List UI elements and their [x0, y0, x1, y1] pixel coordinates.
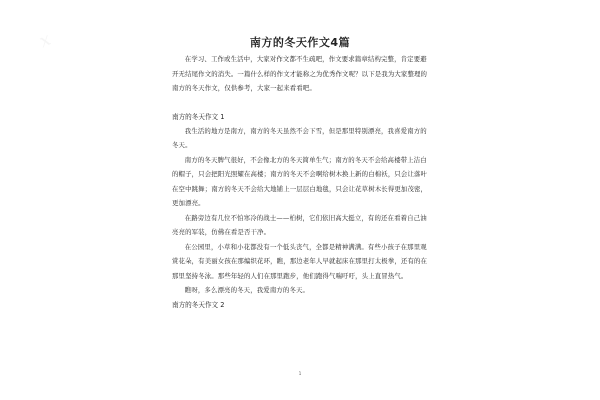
- body-paragraph: 在公园里，小草和小花都没有一个低头丧气，全都是精神满满。有些小孩子在那里观赏花朵，有美丽女孩在那编织花环，瞧，那边老年人早就起床在那里打太极拳，还有的在那里坚持冬泳。那些年轻的人们在那里跑步，他们跑得气喘吁吁，头上直冒热气。: [172, 242, 428, 280]
- intro-paragraph: 在学习、工作或生活中，大家对作文都不生疏吧，作文要求篇章结构完整，肯定要避开无结尾作文的消失。一篇什么样的作文才能称之为优秀作文呢？以下是我为大家整理的南方的冬天作文，仅供参考，大家一起来看看吧。: [172, 55, 428, 92]
- watermark-mark: ⅹ: [36, 28, 55, 53]
- page-number: 1: [298, 371, 302, 376]
- spacer: [172, 96, 428, 110]
- body-paragraph: 南方的冬天脾气很好，不会像北方的冬天简单生气；南方的冬天不会给高楼带上洁白的帽子，只会把阳光照耀在高楼；南方的冬天不会啊给树木换上新的白棉袄，只会让落叶在空中跳舞；南方的冬天不会给大地铺上一层层白地毯，只会让花草树木长得更加茂密，更加漂亮。: [172, 155, 428, 207]
- section-heading-1: 南方的冬天作文 1: [172, 112, 225, 121]
- body-paragraph: 在路旁边有几位不怕寒冷的战士——柏树，它们依旧高大挺立，有的还在看着自己油亮亮的军装，仿佛在看是否干净。: [172, 213, 427, 236]
- body-paragraph: 瞧呀，多么漂亮的冬天，我爱南方的冬天。: [184, 286, 310, 294]
- section-heading-2: 南方的冬天作文 2: [172, 300, 225, 309]
- document-body: [172, 36, 428, 312]
- body-paragraph: 我生活的地方是南方，南方的冬天虽然不会下雪，但是那里特别漂亮，我喜爱南方的冬天。: [172, 126, 427, 149]
- document-title: 南方的冬天作文4篇: [249, 36, 351, 49]
